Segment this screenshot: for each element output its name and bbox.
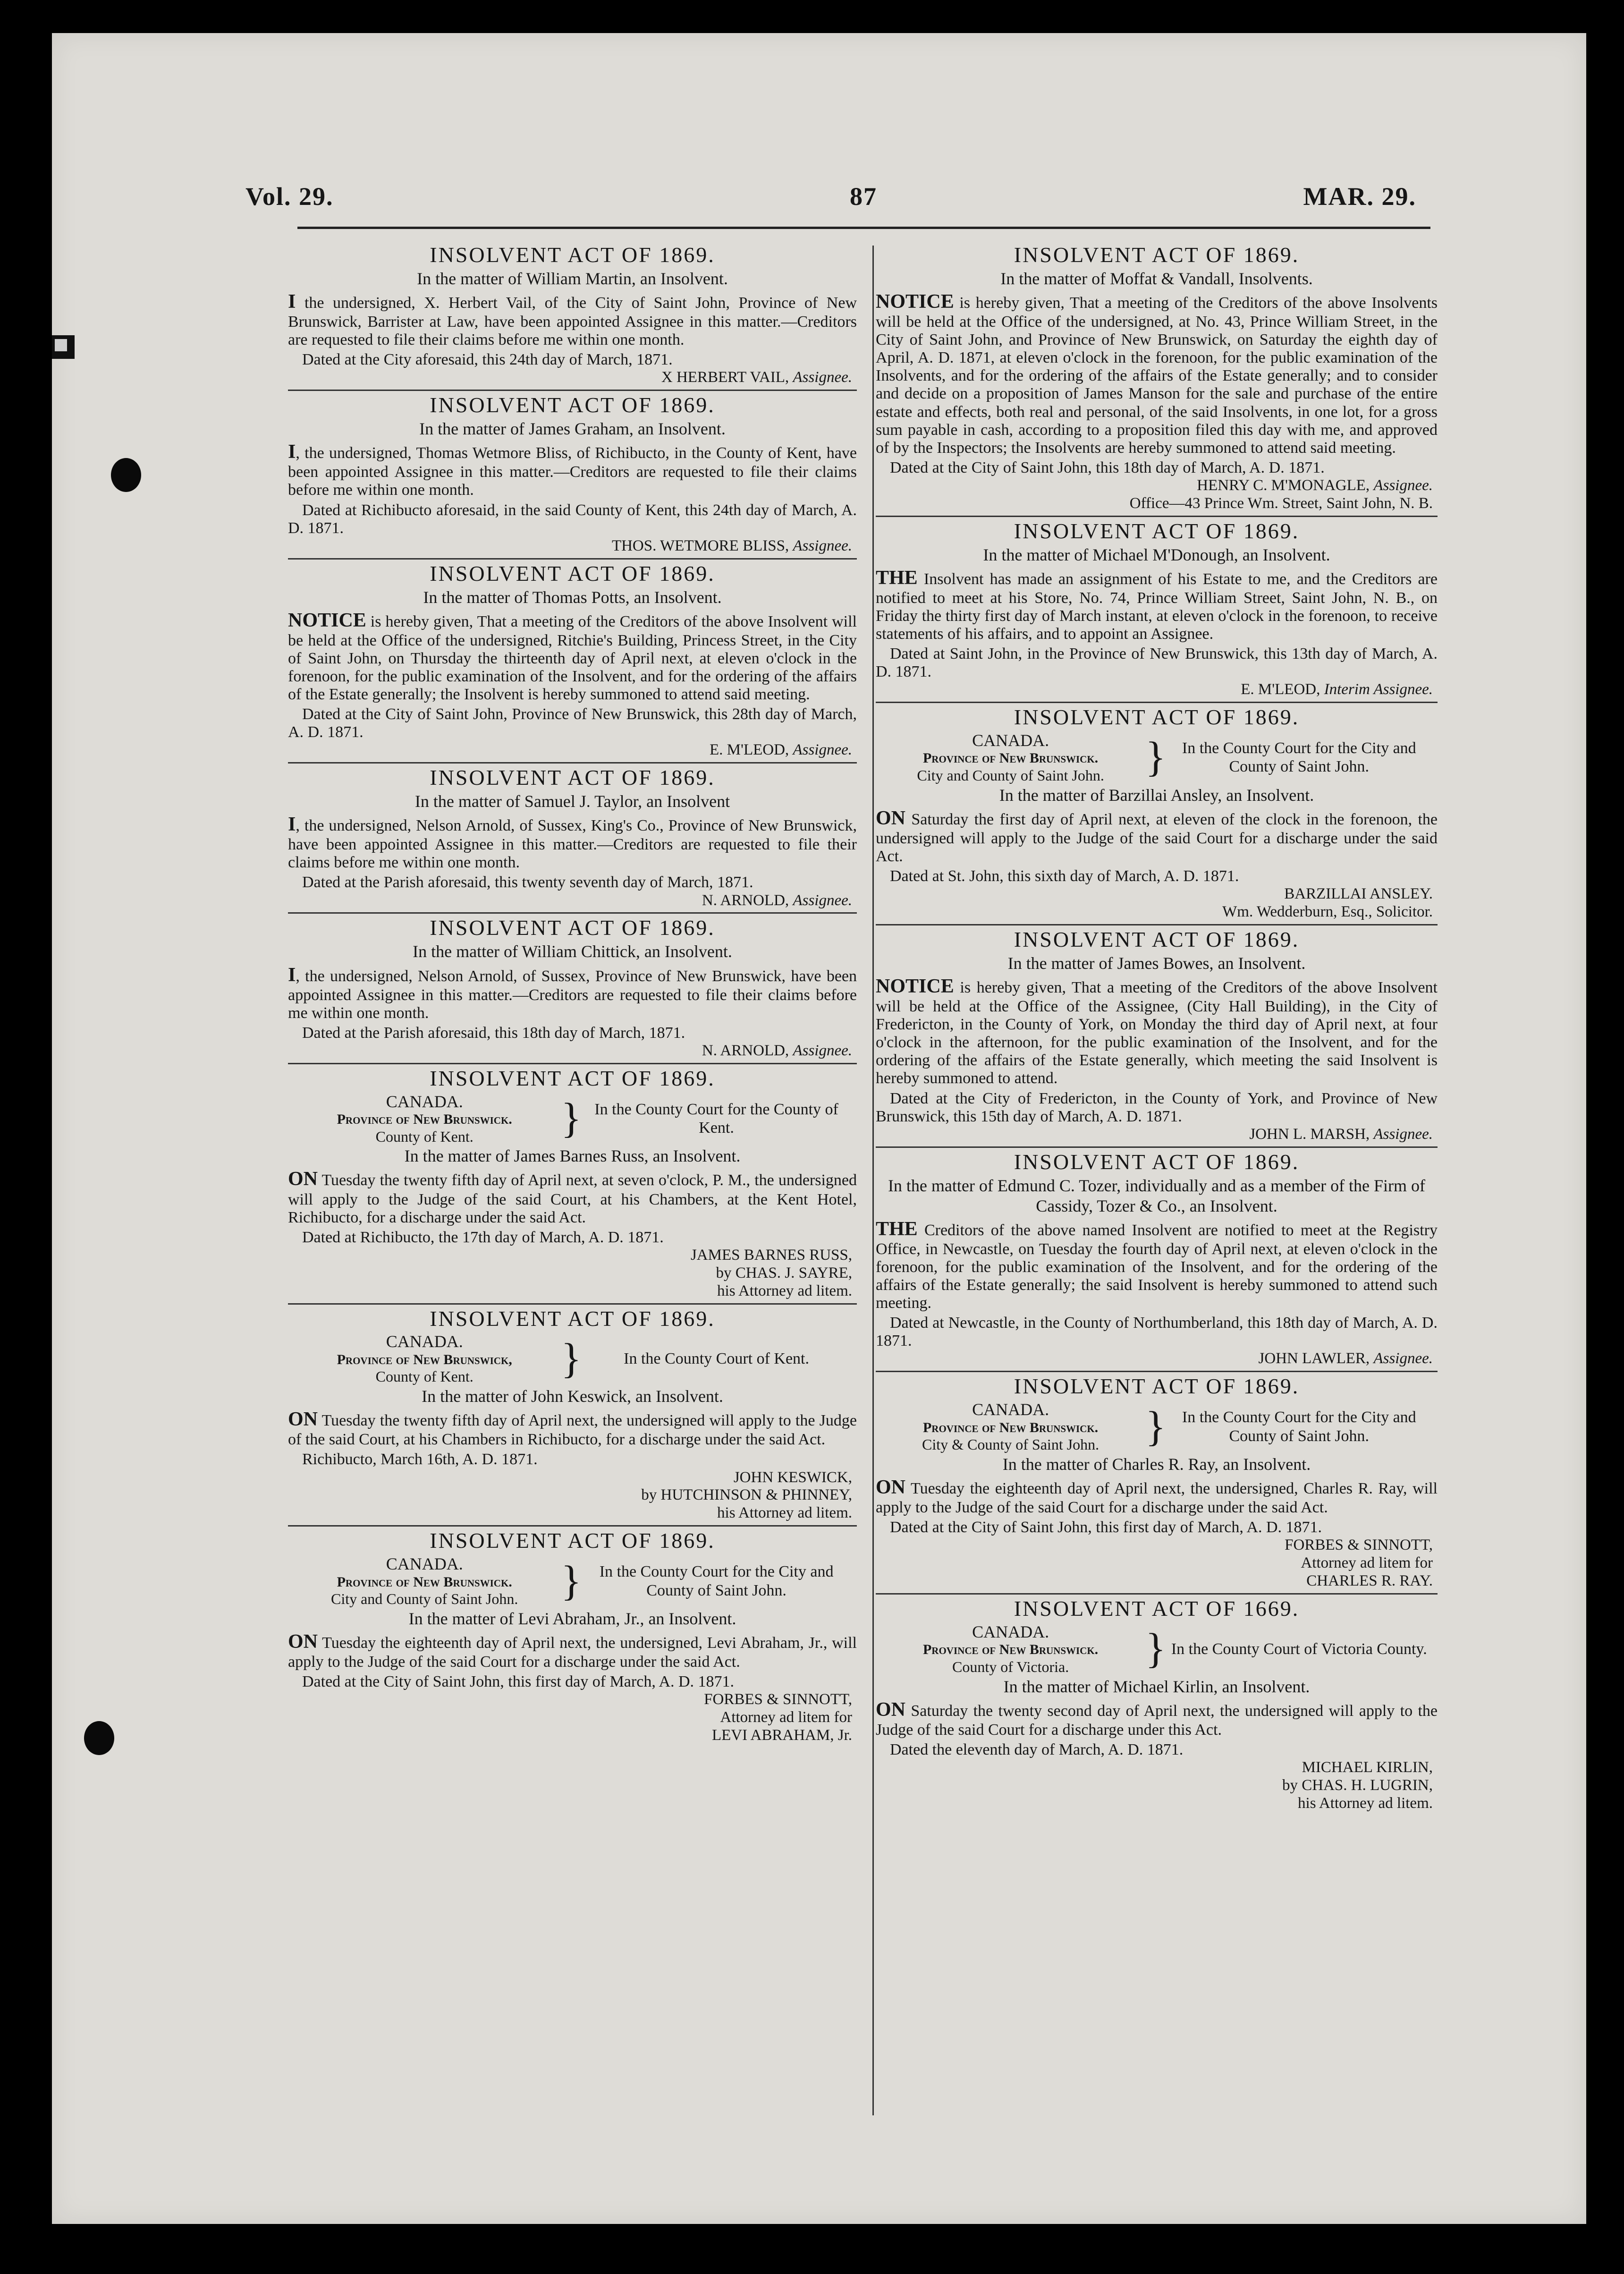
column-divider [872,246,874,2115]
notice-rule [288,1525,857,1527]
court-country: CANADA. [972,1400,1049,1419]
notice-rule [288,1303,857,1305]
notice-signature [288,892,857,910]
notice-matter: In the matter of Levi Abraham, Jr., an Insolvent. [408,1609,736,1628]
notice-matter: In the matter of Michael Kirlin, an Insolvent. [1003,1677,1310,1696]
notice-matter: In the matter of Samuel J. Taylor, an Insolvent [414,792,730,811]
court-country: CANADA. [386,1332,463,1351]
notice-signature [876,1126,1438,1144]
court-county: County of Kent. [375,1368,474,1385]
court-name: In the County Court of Victoria County. [1171,1640,1427,1658]
notice-text: Tuesday the eighteenth day of April next, the undersigned, Charles R. Ray, will apply to the Judge of the said Court for a discharge under the said Act. [876,1480,1438,1517]
court-jurisdiction [288,1332,561,1385]
right-column [876,241,1438,1816]
court-country: CANADA. [972,1622,1049,1641]
issue-date: MAR. 29. [1303,182,1416,211]
notice-matter: In the matter of James Bowes, an Insolvent. [1007,953,1306,973]
signature-line-2: by HUTCHINSON & PHINNEY, [641,1486,852,1504]
notice-signature [876,1350,1438,1368]
signature-line-2: Attorney ad litem for [720,1709,852,1726]
signature-role: Assignee. [1373,1125,1433,1143]
notice-title: INSOLVENT ACT OF 1869. [1014,1374,1300,1399]
court-brace: } [561,1095,582,1142]
notice-lead-word: I [288,291,296,313]
notice-text: Tuesday the twenty fifth day of April next, at seven o'clock, P. M., the undersigned will apply to the Judge of the said Court, at his Chambers, at the Kent Hotel, Richibucto, for a discharge under the said Act. [288,1171,857,1226]
court-province: Province of New Brunswick. [337,1574,512,1590]
notice-text: , the undersigned, Thomas Wetmore Bliss, of Richibucto, in the County of Kent, have been appointed Assignee in this matter.—Creditors are requested to file their claims before me within one month. [288,444,857,499]
notice-lead-word: NOTICE [876,976,954,998]
notice-lead-word: NOTICE [876,291,954,313]
page-number: 87 [850,182,877,211]
notice [288,558,857,760]
signature-name: THOS. WETMORE BLISS, [611,537,789,554]
signature-line-2: Attorney ad litem for [1301,1554,1433,1572]
notice-title: INSOLVENT ACT OF 1869. [430,765,715,790]
court-province: Province of New Brunswick. [922,1419,1099,1435]
notice-dated: Dated at the City aforesaid, this 24th day of March, 1871. [302,351,673,369]
signature-role: Assignee. [793,891,852,909]
notice-dated: Dated at Richibucto aforesaid, in the said County of Kent, this 24th day of March, A. D. 1871. [288,501,857,537]
signature-role: Assignee. [793,537,852,554]
volume-label: Vol. 29. [245,182,334,211]
notice-lead-word: ON [876,1476,905,1499]
notice-lead-word: I [288,441,296,463]
notice-lead-word: I [288,964,296,986]
notice [288,762,857,909]
notice-text: is hereby given, That a meeting of the Creditors of the above Insolvents will be held at the Office of the undersigned, at No. 43, Prince William Street, in the City of Saint John, and Province of New Brunswick, on Saturday the eighth day of April, A. D. 1871, at eleven o'clock in the forenoon, for the public examination of the Insolvents, and for the ordering of the affairs of the Estate generally; and to consider and decide on a proposition of James Manson for the sale and purchase of the entire estate and effects, both real and personal, of the said Insolvents, in one lot, for a gross sum payable in cash, according to a proposition filed this day with me, and approved of by the Inspectors; the Insolvents are hereby summoned to attend said meeting. [876,294,1438,457]
notice-body [288,441,857,499]
notice-title: INSOLVENT ACT OF 1869. [1014,705,1300,730]
signature-name: FORBES & SINNOTT, [1285,1536,1433,1554]
court-jurisdiction [876,1622,1145,1676]
signature-role: Assignee. [1373,1350,1433,1367]
edge-mark [52,335,75,359]
court-jurisdiction [876,731,1145,784]
notice-matter: In the matter of William Chittick, an Insolvent. [413,942,732,961]
notice-body [876,1699,1438,1739]
court-province: Province of New Brunswick, [337,1351,512,1367]
notice-title: INSOLVENT ACT OF 1869. [430,1528,715,1553]
notice-signature [876,885,1438,903]
notice-signature [288,537,857,555]
notice-signature [288,741,857,759]
notice-text: is hereby given, That a meeting of the Creditors of the above Insolvent will be held at the Office of the undersigned, Ritchie's Building, Princess Street, in the City of Saint John, on Thursday the thirteenth day of April next, at eleven o'clock in the forenoon, for the public examination of the Insolvent, and for the ordering of the affairs of the Estate generally; the Insolvent is hereby summoned to attend said meeting. [288,612,857,703]
notice [288,912,857,1060]
notice-rule [876,1146,1438,1148]
notice-title: INSOLVENT ACT OF 1869. [430,1066,715,1090]
signature-line-3: LEVI ABRAHAM, Jr. [711,1727,852,1744]
notice-dated: Dated at the City of Saint John, this first day of March, A. D. 1871. [890,1519,1322,1536]
notice [876,1593,1438,1813]
notice-matter: In the matter of Edmund C. Tozer, individually and as a member of the Firm of Cassidy, Tozer & Co., an Insolvent. [888,1176,1426,1215]
notice-title: INSOLVENT ACT OF 1869. [1014,518,1300,543]
notice-title: INSOLVENT ACT OF 1869. [430,561,715,585]
court-province: Province of New Brunswick. [337,1112,512,1127]
signature-line-2: by CHAS. H. LUGRIN, [1282,1776,1433,1794]
notice [876,1146,1438,1368]
notice-dated: Dated at Saint John, in the Province of New Brunswick, this 13th day of March, A. D. 1871. [876,645,1438,681]
court-brace: } [561,1335,582,1382]
notice [288,243,857,387]
signature-role: Assignee. [793,741,852,759]
notice-text: Tuesday the eighteenth day of April next, the undersigned, Levi Abraham, Jr., will apply to the Judge of the said Court for a discharge under the said Act. [288,1634,857,1671]
signature-line-3: his Attorney ad litem. [717,1504,852,1522]
notice-dated: Dated at the City of Saint John, this 18th day of March, A. D. 1871. [890,458,1325,476]
notice-title: INSOLVENT ACT OF 1869. [1014,243,1300,267]
notice-signature [288,1691,857,1709]
notice-body [876,976,1438,1087]
notice [288,390,857,555]
notice-body [288,1631,857,1671]
notice-matter: In the matter of James Graham, an Insolvent. [419,419,726,439]
header-rule [297,227,1430,229]
notice-matter: In the matter of Moffat & Vandall, Insolvents. [1000,269,1313,288]
notice [876,702,1438,921]
court-country: CANADA. [386,1092,463,1111]
notice-lead-word: NOTICE [288,609,366,631]
notice-signature [876,1759,1438,1777]
signature-name: BARZILLAI ANSLEY. [1284,885,1433,903]
court-name: In the County Court for the City and County of Saint John. [1182,739,1416,776]
page-header [245,182,1416,224]
notice-signature [876,1536,1438,1554]
notice-lead-word: THE [876,1218,918,1240]
signature-name: JAMES BARNES RUSS, [690,1246,852,1264]
notice-text: , the undersigned, Nelson Arnold, of Sussex, King's Co., Province of New Brunswick, have been appointed Assignee in this matter.—Creditors are requested to file their claims before me within one month. [288,817,857,872]
court-name: In the County Court of Kent. [624,1350,809,1368]
notice-text: is hereby given, That a meeting of the Creditors of the above Insolvent will be held at the Office of the Assignee, (City Hall Building), in the City of Fredericton, in the County of York, on Monday the third day of April next, at four o'clock in the afternoon, for the public examination of the Insolvent, and for the ordering of the affairs of the Estate generally, which meeting the said Insolvent is hereby summoned to attend. [876,979,1438,1087]
notice-body [876,567,1438,643]
notice-rule [288,558,857,560]
notice-body [288,291,857,349]
notice-body [288,964,857,1022]
notice-body [876,291,1438,457]
court-block [876,731,1438,784]
notice-signature [288,1042,857,1060]
notice-matter: In the matter of Thomas Potts, an Insolvent. [423,587,722,607]
notice-matter: In the matter of William Martin, an Insolvent. [417,269,728,288]
binding-hole-top [111,458,141,492]
signature-line-2: Office—43 Prince Wm. Street, Saint John, N. B. [1129,494,1433,512]
notice-dated: Dated at St. John, this sixth day of March, A. D. 1871. [890,867,1239,885]
notice-title: INSOLVENT ACT OF 1869. [430,1306,715,1331]
notice-matter: In the matter of Michael M'Donough, an Insolvent. [983,545,1330,564]
court-name: In the County Court for the County of Kent. [594,1100,838,1137]
notice [876,243,1438,513]
signature-line-2: by CHAS. J. SAYRE, [716,1264,852,1281]
court-block [876,1400,1438,1453]
notice-dated: Dated at Richibucto, the 17th day of March, A. D. 1871. [302,1228,664,1246]
notice-body [288,610,857,704]
notice-body [288,814,857,872]
court-brace: } [1145,734,1166,781]
notice-title: INSOLVENT ACT OF 1869. [430,243,715,267]
notice [288,1063,857,1300]
notice-text: Creditors of the above named Insolvent are notified to meet at the Registry Office, in Newcastle, on Tuesday the fourth day of April next, at eleven o'clock in the forenoon, for the public examination of the Insolvent, and for the ordering of the affairs of the Estate generally; the said Insolvent is hereby summoned to attend such meeting. [876,1221,1438,1312]
court-block [288,1554,857,1608]
notice [288,1303,857,1523]
signature-name: X HERBERT VAIL, [661,369,789,386]
court-block [876,1622,1438,1676]
signature-name: E. M'LEOD, [1241,681,1320,698]
signature-name: E. M'LEOD, [710,741,789,759]
signature-role: Assignee. [793,1042,852,1059]
notice-text: Saturday the twenty second day of April next, the undersigned will apply to the Judge of the said Court for a discharge under this Act. [876,1702,1438,1739]
notice-rule [876,1371,1438,1372]
notice-signature [288,369,857,387]
notice-title: INSOLVENT ACT OF 1869. [1014,927,1300,952]
notice-lead-word: ON [288,1168,318,1190]
court-block [288,1332,857,1385]
notice-matter: In the matter of Barzillai Ansley, an Insolvent. [999,785,1314,805]
notice-rule [876,1593,1438,1595]
court-jurisdiction [876,1400,1145,1453]
signature-name: JOHN KESWICK, [733,1468,852,1486]
court-name: In the County Court for the City and County of Saint John. [1182,1409,1416,1445]
notice-body [288,1409,857,1449]
notice-title: INSOLVENT ACT OF 1869. [430,916,715,940]
notice-body [876,1218,1438,1312]
notice-dated: Dated at Newcastle, in the County of Northumberland, this 18th day of March, A. D. 1871. [876,1314,1438,1350]
notice-rule [288,762,857,764]
notice-lead-word: ON [876,807,905,829]
notice-rule [876,924,1438,925]
signature-role: Interim Assignee. [1324,681,1433,698]
notice-body [876,1476,1438,1517]
signature-role: Assignee. [793,369,852,386]
notice-title: INSOLVENT ACT OF 1869. [430,393,715,417]
court-county: County of Kent. [375,1128,474,1145]
notice-rule [288,1063,857,1064]
court-province: Province of New Brunswick. [922,1642,1099,1658]
notice-text: the undersigned, X. Herbert Vail, of the City of Saint John, Province of New Brunswick, Barrister at Law, have been appointed Assignee in this matter.—Creditors are requested to file their claims before me within one month. [288,294,857,349]
notice-signature [288,1469,857,1487]
gazette-page [52,33,1586,2224]
court-province: Province of New Brunswick. [922,750,1099,766]
court-county: City & County of Saint John. [922,1436,1100,1453]
notice-dated: Dated at the Parish aforesaid, this twenty seventh day of March, 1871. [302,874,753,891]
notice-dated: Dated at the Parish aforesaid, this 18th day of March, 1871. [302,1024,685,1042]
notice-rule [288,390,857,391]
court-name: In the County Court for the City and County of Saint John. [599,1563,834,1599]
court-jurisdiction [288,1554,561,1608]
court-brace: } [1145,1403,1166,1450]
notice [876,1371,1438,1590]
notice [876,924,1438,1144]
notice-rule [876,516,1438,517]
signature-line-2: Wm. Wedderburn, Esq., Solicitor. [1222,903,1433,921]
binding-hole-bottom [84,1721,114,1755]
signature-name: MICHAEL KIRLIN, [1302,1759,1433,1776]
court-brace: } [1145,1625,1166,1672]
notice-title: INSOLVENT ACT OF 1869. [1014,1149,1300,1174]
notice-dated: Richibucto, March 16th, A. D. 1871. [302,1451,538,1468]
signature-line-3: his Attorney ad litem. [717,1282,852,1299]
notice-lead-word: I [288,814,296,836]
notice [288,1525,857,1745]
notice-lead-word: THE [876,567,918,589]
notice-text: Saturday the first day of April next, at eleven of the clock in the forenoon, the undersigned will apply to the Judge of the said Court for a discharge under the said Act. [876,810,1438,865]
signature-line-3: CHARLES R. RAY. [1306,1572,1433,1590]
notice-title: INSOLVENT ACT OF 1669. [1014,1596,1300,1621]
notice-dated: Dated at the City of Fredericton, in the County of York, and Province of New Brunswick, this 15th day of March, A. D. 1871. [876,1089,1438,1125]
signature-name: FORBES & SINNOTT, [704,1691,852,1708]
court-county: City and County of Saint John. [917,766,1104,784]
notice-text: Tuesday the twenty fifth day of April next, the undersigned will apply to the Judge of the said Court, at his Chambers in Richibucto, for a discharge under the said Act. [288,1412,857,1449]
court-country: CANADA. [386,1554,463,1574]
notice-dated: Dated at the City of Saint John, Province of New Brunswick, this 28th day of March, A. D. 1871. [288,705,857,741]
notice-signature [288,1247,857,1264]
court-county: County of Victoria. [952,1658,1069,1675]
court-brace: } [561,1557,582,1604]
notice-lead-word: ON [288,1409,318,1431]
notice-dated: Dated the eleventh day of March, A. D. 1871. [890,1740,1184,1758]
left-column [288,241,857,1748]
court-block [288,1092,857,1145]
notice-body [288,1168,857,1226]
notice-dated: Dated at the City of Saint John, this first day of March, A. D. 1871. [302,1673,735,1691]
notice-signature [876,477,1438,495]
signature-name: HENRY C. M'MONAGLE, [1197,476,1370,494]
notice-matter: In the matter of Charles R. Ray, an Insolvent. [1002,1454,1311,1474]
notice-lead-word: ON [876,1698,905,1721]
notice-text: Insolvent has made an assignment of his Estate to me, and the Creditors are notified to meet at his Store, No. 74, Prince William Street, Saint John, N. B., on Friday the thirty first day of March instant, at eleven o'clock in the forenoon, to receive statements of his affairs, and to appoint an Assignee. [876,570,1438,643]
signature-name: N. ARNOLD, [702,891,789,909]
court-jurisdiction [288,1092,561,1145]
signature-role: Assignee. [1373,476,1433,494]
notice-matter: In the matter of James Barnes Russ, an Insolvent. [404,1146,741,1166]
court-country: CANADA. [972,731,1049,750]
notice-rule [288,912,857,914]
signature-name: JOHN L. MARSH, [1249,1125,1370,1143]
notice [876,516,1438,699]
notice-text: , the undersigned, Nelson Arnold, of Sussex, Province of New Brunswick, have been appointed Assignee in this matter.—Creditors are requested to file their claims before me within one month. [288,967,857,1022]
signature-line-3: his Attorney ad litem. [1298,1794,1433,1812]
notice-signature [876,681,1438,699]
notice-lead-word: ON [288,1631,318,1653]
notice-rule [876,702,1438,703]
court-county: City and County of Saint John. [330,1590,518,1608]
signature-name: JOHN LAWLER, [1258,1350,1370,1367]
signature-name: N. ARNOLD, [702,1042,789,1059]
notice-matter: In the matter of John Keswick, an Insolvent. [422,1387,723,1406]
notice-body [876,807,1438,865]
